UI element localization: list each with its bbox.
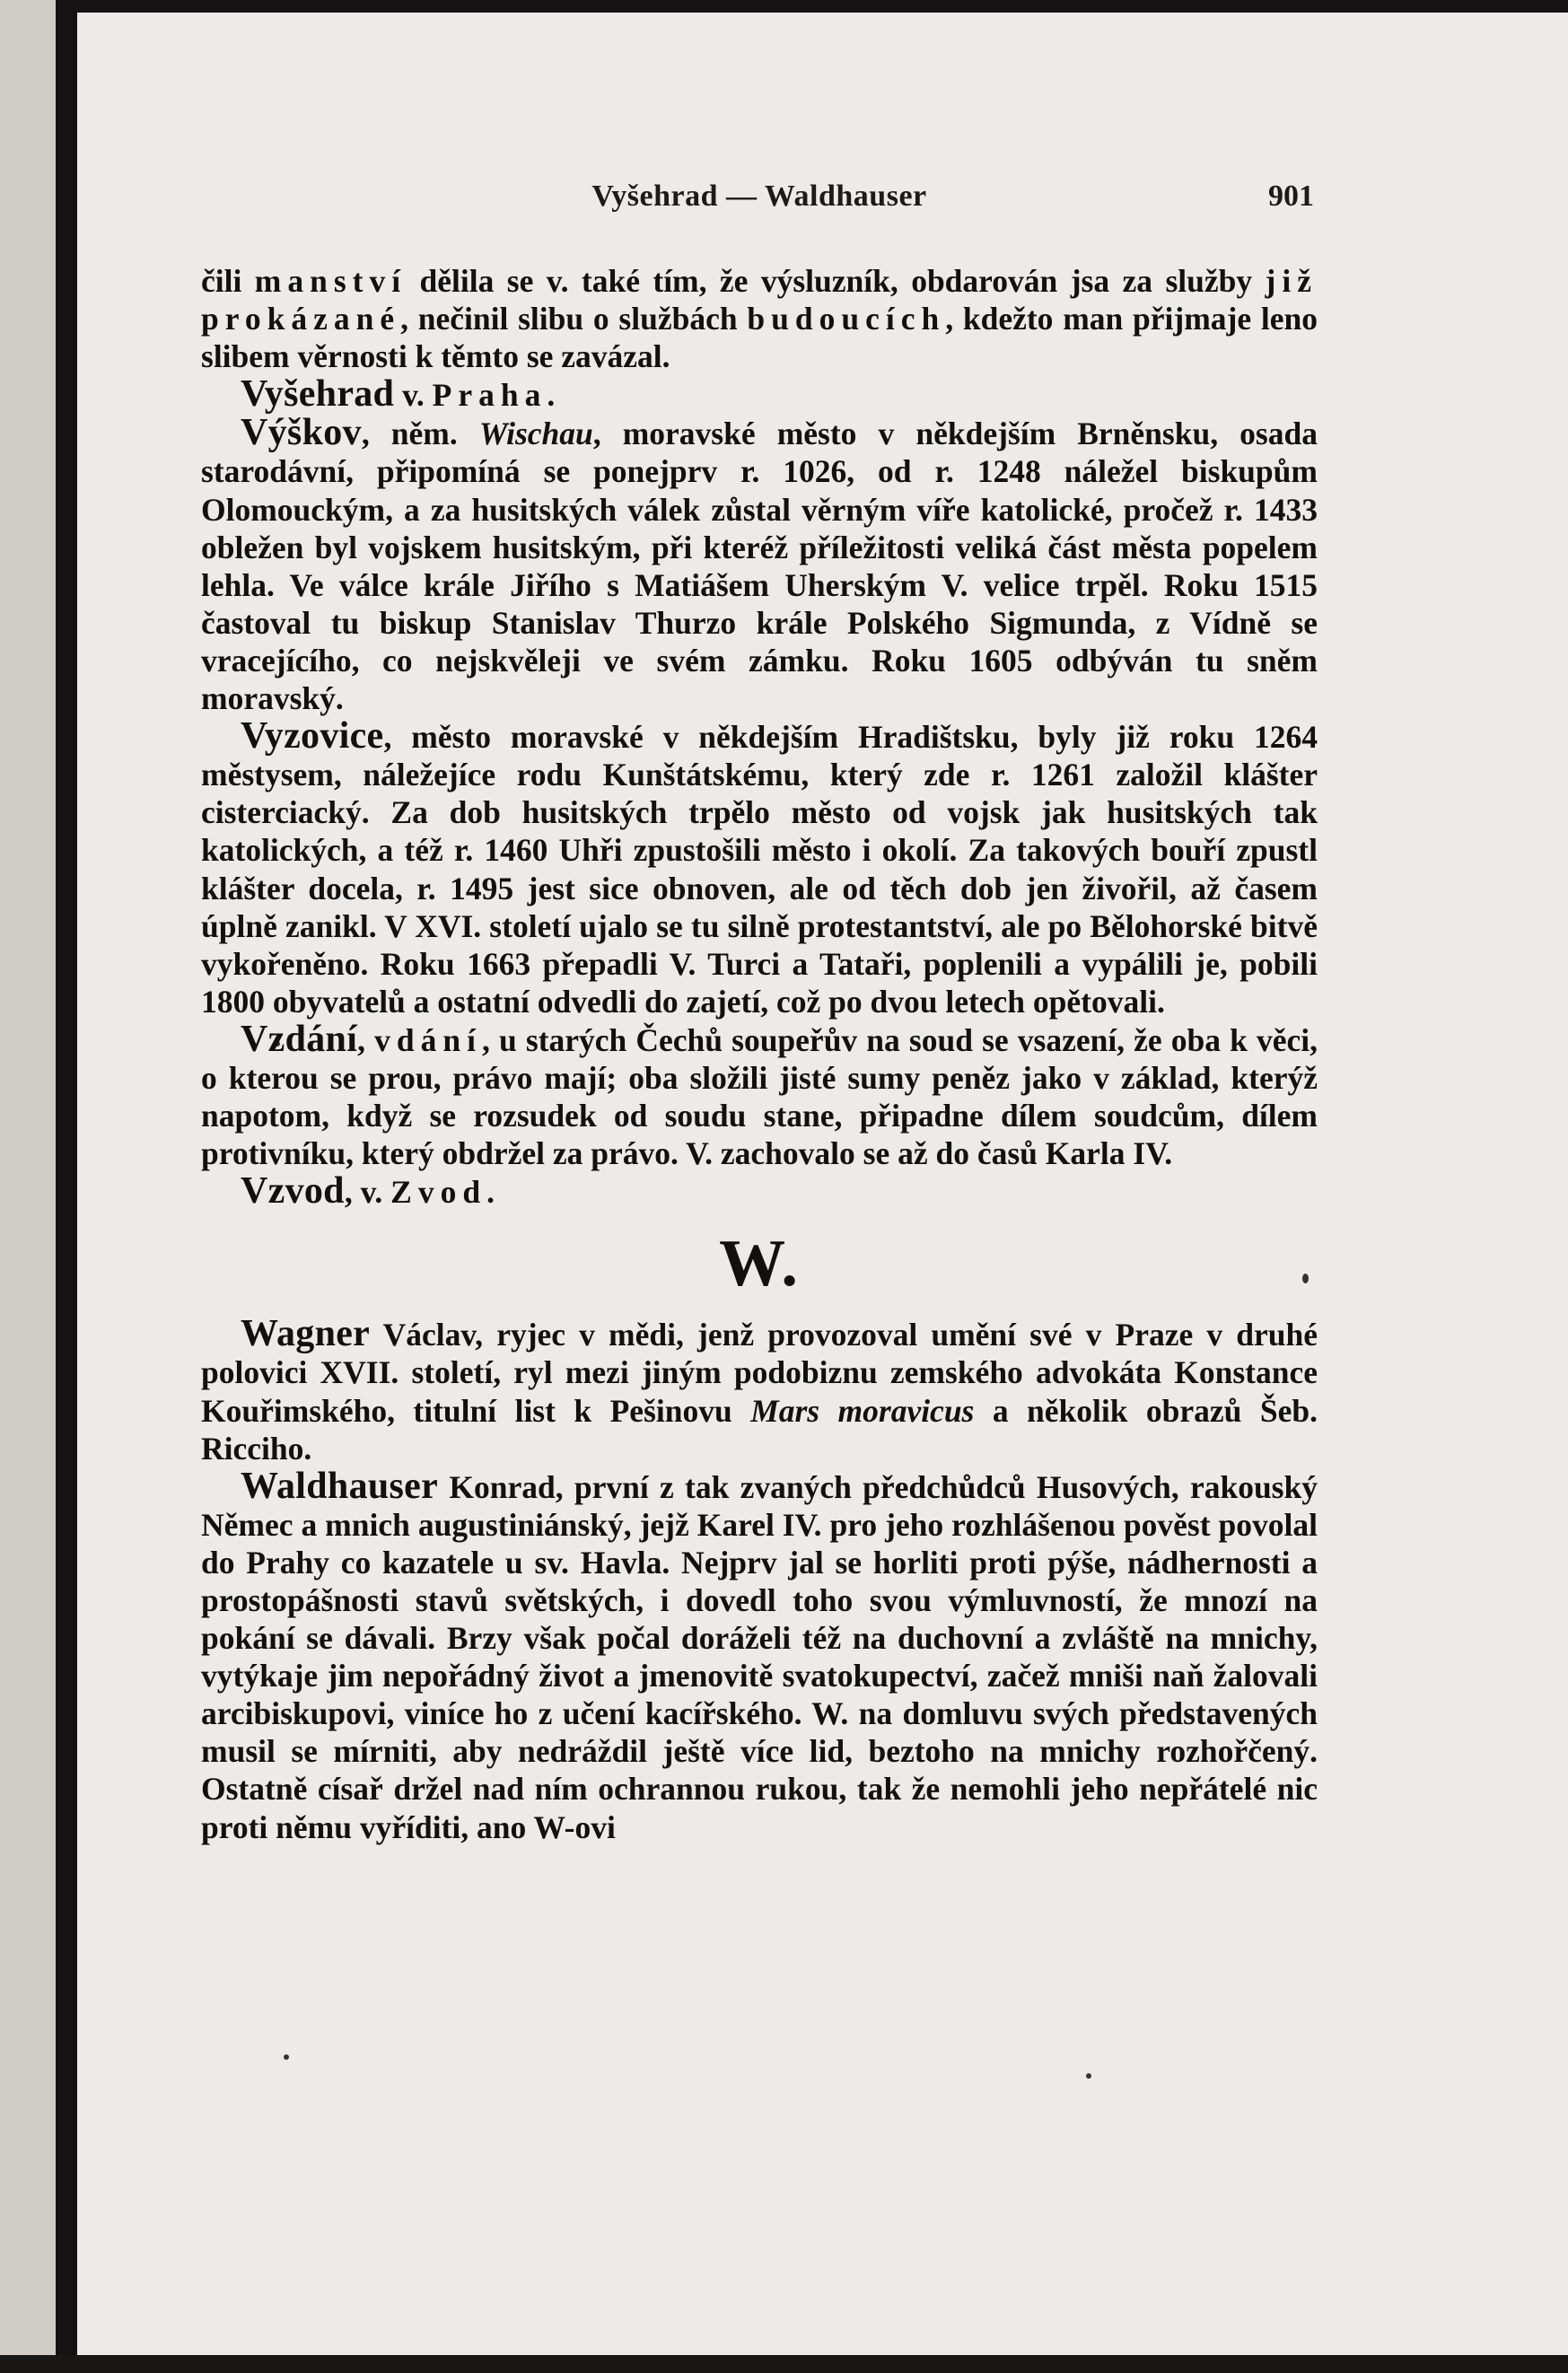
- entry-headword: Výškov: [241, 412, 362, 454]
- entry-headword: Vyšehrad: [241, 373, 395, 416]
- text-run: .: [486, 1174, 495, 1211]
- text-run: , něm.: [361, 416, 479, 452]
- cross-reference: Zvod: [390, 1174, 487, 1211]
- text-run: dělila se v. také tím, že výsluzník, obdarován jsa za služby: [407, 263, 1266, 299]
- italic-term: Mars moravicus: [750, 1392, 975, 1429]
- spaced-term: budoucích: [747, 301, 946, 337]
- text-run: ,: [357, 1021, 375, 1058]
- spaced-term: vdání: [374, 1021, 483, 1058]
- text-run: a několik obrazů Šeb. Ricciho.: [201, 1392, 1318, 1467]
- body-text: [201, 262, 1318, 1846]
- entry-headword: Vzdání: [241, 1018, 358, 1060]
- italic-term: Wischau: [478, 416, 593, 452]
- entry-vyzovice: [201, 717, 1318, 1020]
- page-number: 901: [1268, 180, 1314, 213]
- ink-speck: [1086, 2073, 1091, 2079]
- text-run: , v.: [344, 1174, 391, 1211]
- section-letter-heading: W.: [719, 1227, 800, 1301]
- text-run: , kdežto man přijmaje leno slibem věrnosti k těmto se zavázal.: [201, 301, 1318, 375]
- entry-waldhauser: [201, 1467, 1318, 1846]
- spaced-term: manství: [254, 263, 407, 299]
- entry-vzdani: [201, 1020, 1318, 1172]
- ink-speck: [284, 2054, 289, 2060]
- text-run: .: [547, 377, 556, 414]
- entry-vzvod: [201, 1172, 1318, 1211]
- entry-headword: Waldhauser: [241, 1465, 439, 1507]
- text-run: čili: [201, 263, 255, 299]
- text-run: , město moravské v někdejším Hradištsku, byly již roku 1264 městysem, náležejíce rodu Kunštátskému, který zde r. 1261 založil klášter cisterciacký. Za dob husitských trpělo město od vojsk jak husitských tak katolických, a též r. 1460 Uhři zpustošili město i okolí. Za takových bouří zpustl klášter docela, r. 1495 jest sice obnoven, ale od těch dob jen živořil, až časem úplně zanikl. V XVI. století ujalo se tu silně protestantství, ale po Bělohorské bitvě vykořeněno. Roku 1663 přepadli V. Turci a Tataři, poplenili a vypálili je, pobili 1800 obyvatelů a ostatní odvedli do zajetí, což po dvou letech opětovali.: [201, 719, 1318, 1020]
- paragraph-continuation: [201, 262, 1318, 375]
- book-gutter-shadow: [56, 0, 77, 2373]
- entry-headword: Vzvod: [241, 1170, 345, 1213]
- entry-headword: Vyzovice: [241, 715, 384, 757]
- scan-top-edge: [0, 0, 1568, 13]
- text-run: Václav, ryjec v mědi, jenž provozoval umění své v Praze v druhé polovici XVII. století, ryl mezi jiným podobiznu zemského advokáta Konstance Kouřimského, titulní list k Pešinovu: [201, 1317, 1318, 1429]
- running-title: Vyšehrad — Waldhauser: [591, 180, 927, 213]
- text-run: , moravské město v někdejším Brněnsku, osada starodávní, připomíná se ponejprv r. 1026, od r. 1248 náležel biskupům Olomouckým, a za husitských válek zůstal věrným víře katolické, pročež r. 1433 obležen byl vojskem husitským, při kteréž příležitosti veliká část města popelem lehla. Ve válce krále Jiřího s Matiášem Uherským V. velice trpěl. Roku 1515 častoval tu biskup Stanislav Thurzo krále Polského Sigmunda, z Vídně se vracejícího, co nejskvěleji ve svém zámku. Roku 1605 odbýván tu sněm moravský.: [201, 416, 1318, 717]
- text-run: v.: [394, 377, 433, 414]
- running-header: [205, 180, 1314, 215]
- entry-wagner: [201, 1315, 1318, 1467]
- text-run: , nečinil slibu o službách: [400, 301, 748, 337]
- text-run: Konrad, první z tak zvaných předchůdců Husových, rakouský Němec a mnich augustiniánský, jejž Karel IV. pro jeho rozhlášenou pověst povolal do Prahy co kazatele u sv. Havla. Nejprv jal se horliti proti pýše, nádhernosti a prostopášnosti stavů světských, i dovedl toho svou výmluvností, že mnozí na pokání se dávali. Brzy však počal doráželi též na duchovní a zvláště na mnichy, vytýkaje jim nepořádný život a jmenovitě svatokupectví, začež mniši naň žalovali arcibiskupovi, viníce ho z učení kacířského. W. na domluvu svých představených musil se mírniti, aby nedráždil ještě více lid, beztoho na mnichy rozhořčený. Ostatně císař držel nad ním ochrannou rukou, tak že nemohli jeho nepřátelé nic proti němu vyříditi, ano W-ovi: [201, 1468, 1318, 1845]
- entry-headword: Wagner: [241, 1313, 371, 1355]
- cross-reference: Praha: [432, 377, 547, 414]
- spaced-term: již prokázané: [201, 263, 1318, 337]
- scan-bottom-edge: [0, 2355, 1568, 2373]
- text-run: , u starých Čechů soupeřův na soud se vsazení, že oba k věci, o kterou se prou, právo mají; oba složili jisté sumy peněz jako v základ, kterýž napotom, když se rozsudek od soudu stane, připadne dílem soudcům, dílem protivníku, který obdržel za právo. V. zachovalo se až do časů Karla IV.: [201, 1021, 1318, 1172]
- entry-vyskov: [201, 414, 1318, 717]
- entry-vysehrad: [201, 375, 1318, 414]
